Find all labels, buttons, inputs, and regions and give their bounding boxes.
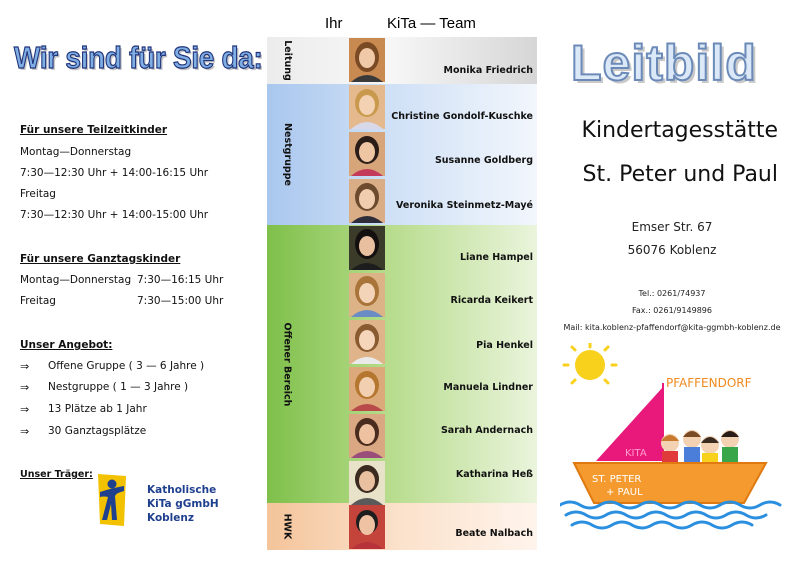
- traeger-name-line-3: Koblenz: [147, 512, 194, 524]
- teilzeit-heading: Für unsere Teilzeitkinder: [20, 124, 168, 136]
- kita-name-line-2: St. Peter und Paul: [582, 162, 778, 187]
- angebot-item: Offene Gruppe ( 3 — 6 Jahre ): [48, 360, 205, 372]
- traeger-name-line-2: KiTa gGmbH: [147, 498, 219, 510]
- ganztag-row-1-time: 7:30—16:15 Uhr: [137, 274, 224, 286]
- member-name: Pia Henkel: [476, 340, 533, 351]
- hwk-band: [267, 503, 537, 550]
- contact-fax: Fax.: 0261/9149896: [632, 306, 712, 315]
- member-name: Katharina Heß: [455, 469, 533, 480]
- portrait-photo: [349, 226, 385, 270]
- member-name: Manuela Lindner: [443, 382, 533, 393]
- svg-text:PFAFFENDORF: PFAFFENDORF: [666, 376, 752, 390]
- portrait-photo: [349, 320, 385, 364]
- traeger-name-line-1: Katholische: [147, 484, 217, 496]
- svg-text:KITA: KITA: [625, 448, 647, 459]
- arrow-icon: ⇒: [20, 403, 30, 416]
- member-name: Ricarda Keikert: [450, 295, 533, 306]
- teilzeit-times-1: 7:30—12:30 Uhr + 14:00-16:15 Uhr: [20, 167, 209, 179]
- sun-icon: [564, 343, 616, 383]
- leitung-band: [267, 37, 537, 84]
- ganztag-row-2-time: 7:30—15:00 Uhr: [137, 295, 224, 307]
- ganztag-row-2-days: Freitag: [20, 295, 56, 307]
- portrait-photo: [349, 414, 385, 458]
- member-name: Sarah Andernach: [440, 425, 533, 436]
- portrait-photo: [349, 38, 385, 82]
- portrait-photo: [349, 273, 385, 317]
- section-label-hwk: HWK: [281, 513, 293, 540]
- team-panel: [267, 37, 537, 550]
- kita-name-line-1: Kindertagesstätte: [581, 118, 778, 143]
- ganztag-row-2: [20, 295, 224, 307]
- portrait-photo: [349, 461, 385, 505]
- member-name: Veronika Steinmetz-Mayé: [396, 200, 533, 211]
- address-street: Emser Str. 67: [631, 220, 713, 234]
- svg-text:ST. PETER: ST. PETER: [592, 474, 642, 485]
- portrait-photo: [349, 179, 385, 223]
- ganztag-row-1-days: Montag—Donnerstag: [20, 274, 132, 286]
- offener-bereich-band: [267, 225, 537, 503]
- section-label-leitung: Leitung: [281, 40, 293, 81]
- angebot-heading: Unser Angebot:: [20, 339, 113, 351]
- angebot-item: 30 Ganztagsplätze: [48, 425, 147, 437]
- photo-strip: [349, 37, 385, 550]
- arrow-icon: ⇒: [20, 360, 30, 373]
- ganztag-row-1: [20, 274, 224, 286]
- leitbild-title: Leitbild: [571, 35, 757, 91]
- angebot-item: 13 Plätze ab 1 Jahr: [48, 403, 147, 415]
- contact-mail[interactable]: Mail: kita.koblenz-pfaffendorf@kita-ggmbh-koblenz.de: [563, 323, 781, 332]
- section-label-offener-bereich: Offener Bereich: [281, 322, 293, 406]
- contact-tel: Tel.: 0261/74937: [638, 289, 706, 298]
- member-name: Liane Hampel: [460, 252, 533, 263]
- member-name: Monika Friedrich: [443, 65, 533, 76]
- ganztag-heading: Für unsere Ganztagskinder: [20, 253, 181, 265]
- member-name: Christine Gondolf-Kuschke: [391, 111, 533, 122]
- kita-logo-boat: [560, 343, 784, 533]
- address-city: 56076 Koblenz: [627, 243, 717, 257]
- section-label-nestgruppe: Nestgruppe: [281, 123, 293, 186]
- left-panel-title: Wir sind für Sie da:: [14, 40, 263, 75]
- arrow-icon: ⇒: [20, 381, 30, 394]
- teilzeit-days-1: Montag—Donnerstag: [20, 146, 132, 158]
- waves-icon: [560, 502, 780, 528]
- portrait-photo: [349, 85, 385, 129]
- teilzeit-days-2: Freitag: [20, 188, 56, 200]
- portrait-photo: [349, 505, 385, 549]
- portrait-photo: [349, 132, 385, 176]
- team-heading-ihr: Ihr: [325, 15, 343, 32]
- member-name: Beate Nalbach: [455, 528, 533, 539]
- arrow-icon: ⇒: [20, 425, 30, 438]
- svg-text:+ PAUL: + PAUL: [606, 487, 643, 498]
- angebot-item: Nestgruppe ( 1 — 3 Jahre ): [48, 381, 189, 393]
- member-name: Susanne Goldberg: [434, 155, 533, 166]
- team-heading-kita-team: KiTa — Team: [387, 15, 476, 32]
- teilzeit-times-2: 7:30—12:30 Uhr + 14:00-15:00 Uhr: [20, 209, 209, 221]
- traeger-logo-icon: [94, 472, 130, 528]
- portrait-photo: [349, 367, 385, 411]
- traeger-heading: Unser Träger:: [20, 469, 93, 480]
